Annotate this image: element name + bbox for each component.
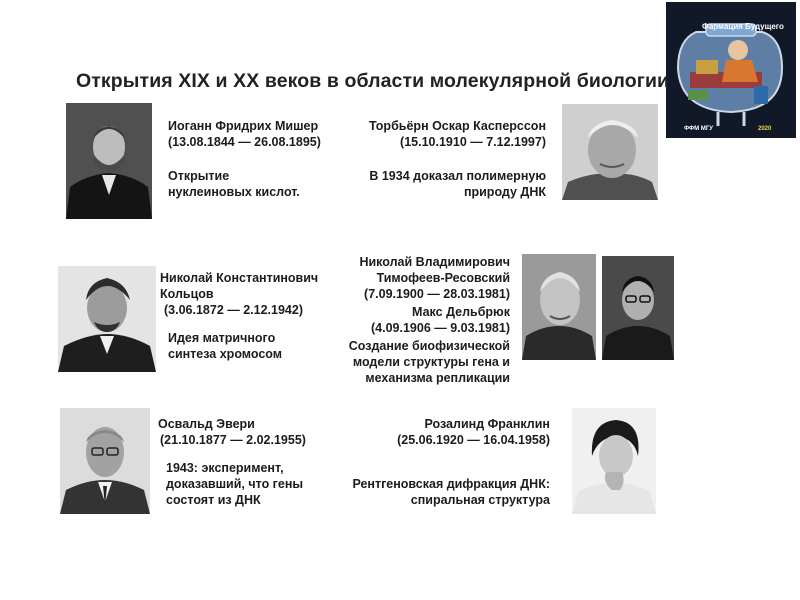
logo-year: 2020 [758,126,772,132]
miescher-desc-line2: нуклеиновых кислот. [168,185,300,199]
koltsov-desc-line2: синтеза хромосом [168,347,283,361]
photo-franklin [572,408,656,514]
caspersson-name: Торбьёрн Оскар Касперссон [368,119,546,133]
timofeev-delbruck-desc-line2: модели структуры гена и [352,355,510,369]
franklin-name: Розалинд Франклин [424,417,550,431]
avery-dates: (21.10.1877 — 2.02.1955) [160,433,306,447]
miescher-dates: (13.08.1844 — 26.08.1895) [168,135,321,149]
koltsov-name-line2: Кольцов [160,287,214,301]
photo-miescher [66,103,152,219]
logo-pharmacy-future [666,2,796,138]
delbruck-dates: (4.09.1906 — 9.03.1981) [371,321,510,335]
timofeev-delbruck-desc-line1: Создание биофизической [348,339,510,353]
timofeev-dates: (7.09.1900 — 28.03.1981) [364,287,510,301]
photo-caspersson [562,104,658,200]
timofeev-name-line1: Николай Владимирович [359,255,510,269]
logo-org: ФФМ МГУ [684,126,713,132]
avery-name: Освальд Эвери [158,417,255,431]
koltsov-dates: (3.06.1872 — 2.12.1942) [164,303,303,317]
logo-caption: Фармация Будущего [702,22,784,31]
franklin-desc-line2: спиральная структура [410,493,550,507]
page-title: Открытия XIX и XX веков в области молекулярной биологии [76,70,670,92]
caspersson-desc-line2: природу ДНК [463,185,546,199]
photo-timofeev-resovsky [522,254,596,360]
photo-avery [60,408,150,514]
avery-desc-line1: 1943: эксперимент, [166,461,284,475]
miescher-name: Иоганн Фридрих Мишер [168,119,319,133]
caspersson-dates: (15.10.1910 — 7.12.1997) [400,135,546,149]
timofeev-delbruck-desc-line3: механизма репликации [365,371,510,385]
timofeev-name-line2: Тимофеев-Ресовский [376,271,510,285]
photo-delbruck [602,256,674,360]
franklin-desc-line1: Рентгеновская дифракция ДНК: [352,477,550,491]
koltsov-name-line1: Николай Константинович [160,271,319,285]
koltsov-desc-line1: Идея матричного [168,331,276,345]
avery-desc-line3: состоят из ДНК [166,493,261,507]
miescher-desc-line1: Открытие [168,169,230,183]
avery-desc-line2: доказавший, что гены [166,477,304,491]
caspersson-desc-line1: В 1934 доказал полимерную [369,169,546,183]
franklin-dates: (25.06.1920 — 16.04.1958) [397,433,550,447]
delbruck-name: Макс Дельбрюк [412,305,510,319]
photo-koltsov [58,266,156,372]
